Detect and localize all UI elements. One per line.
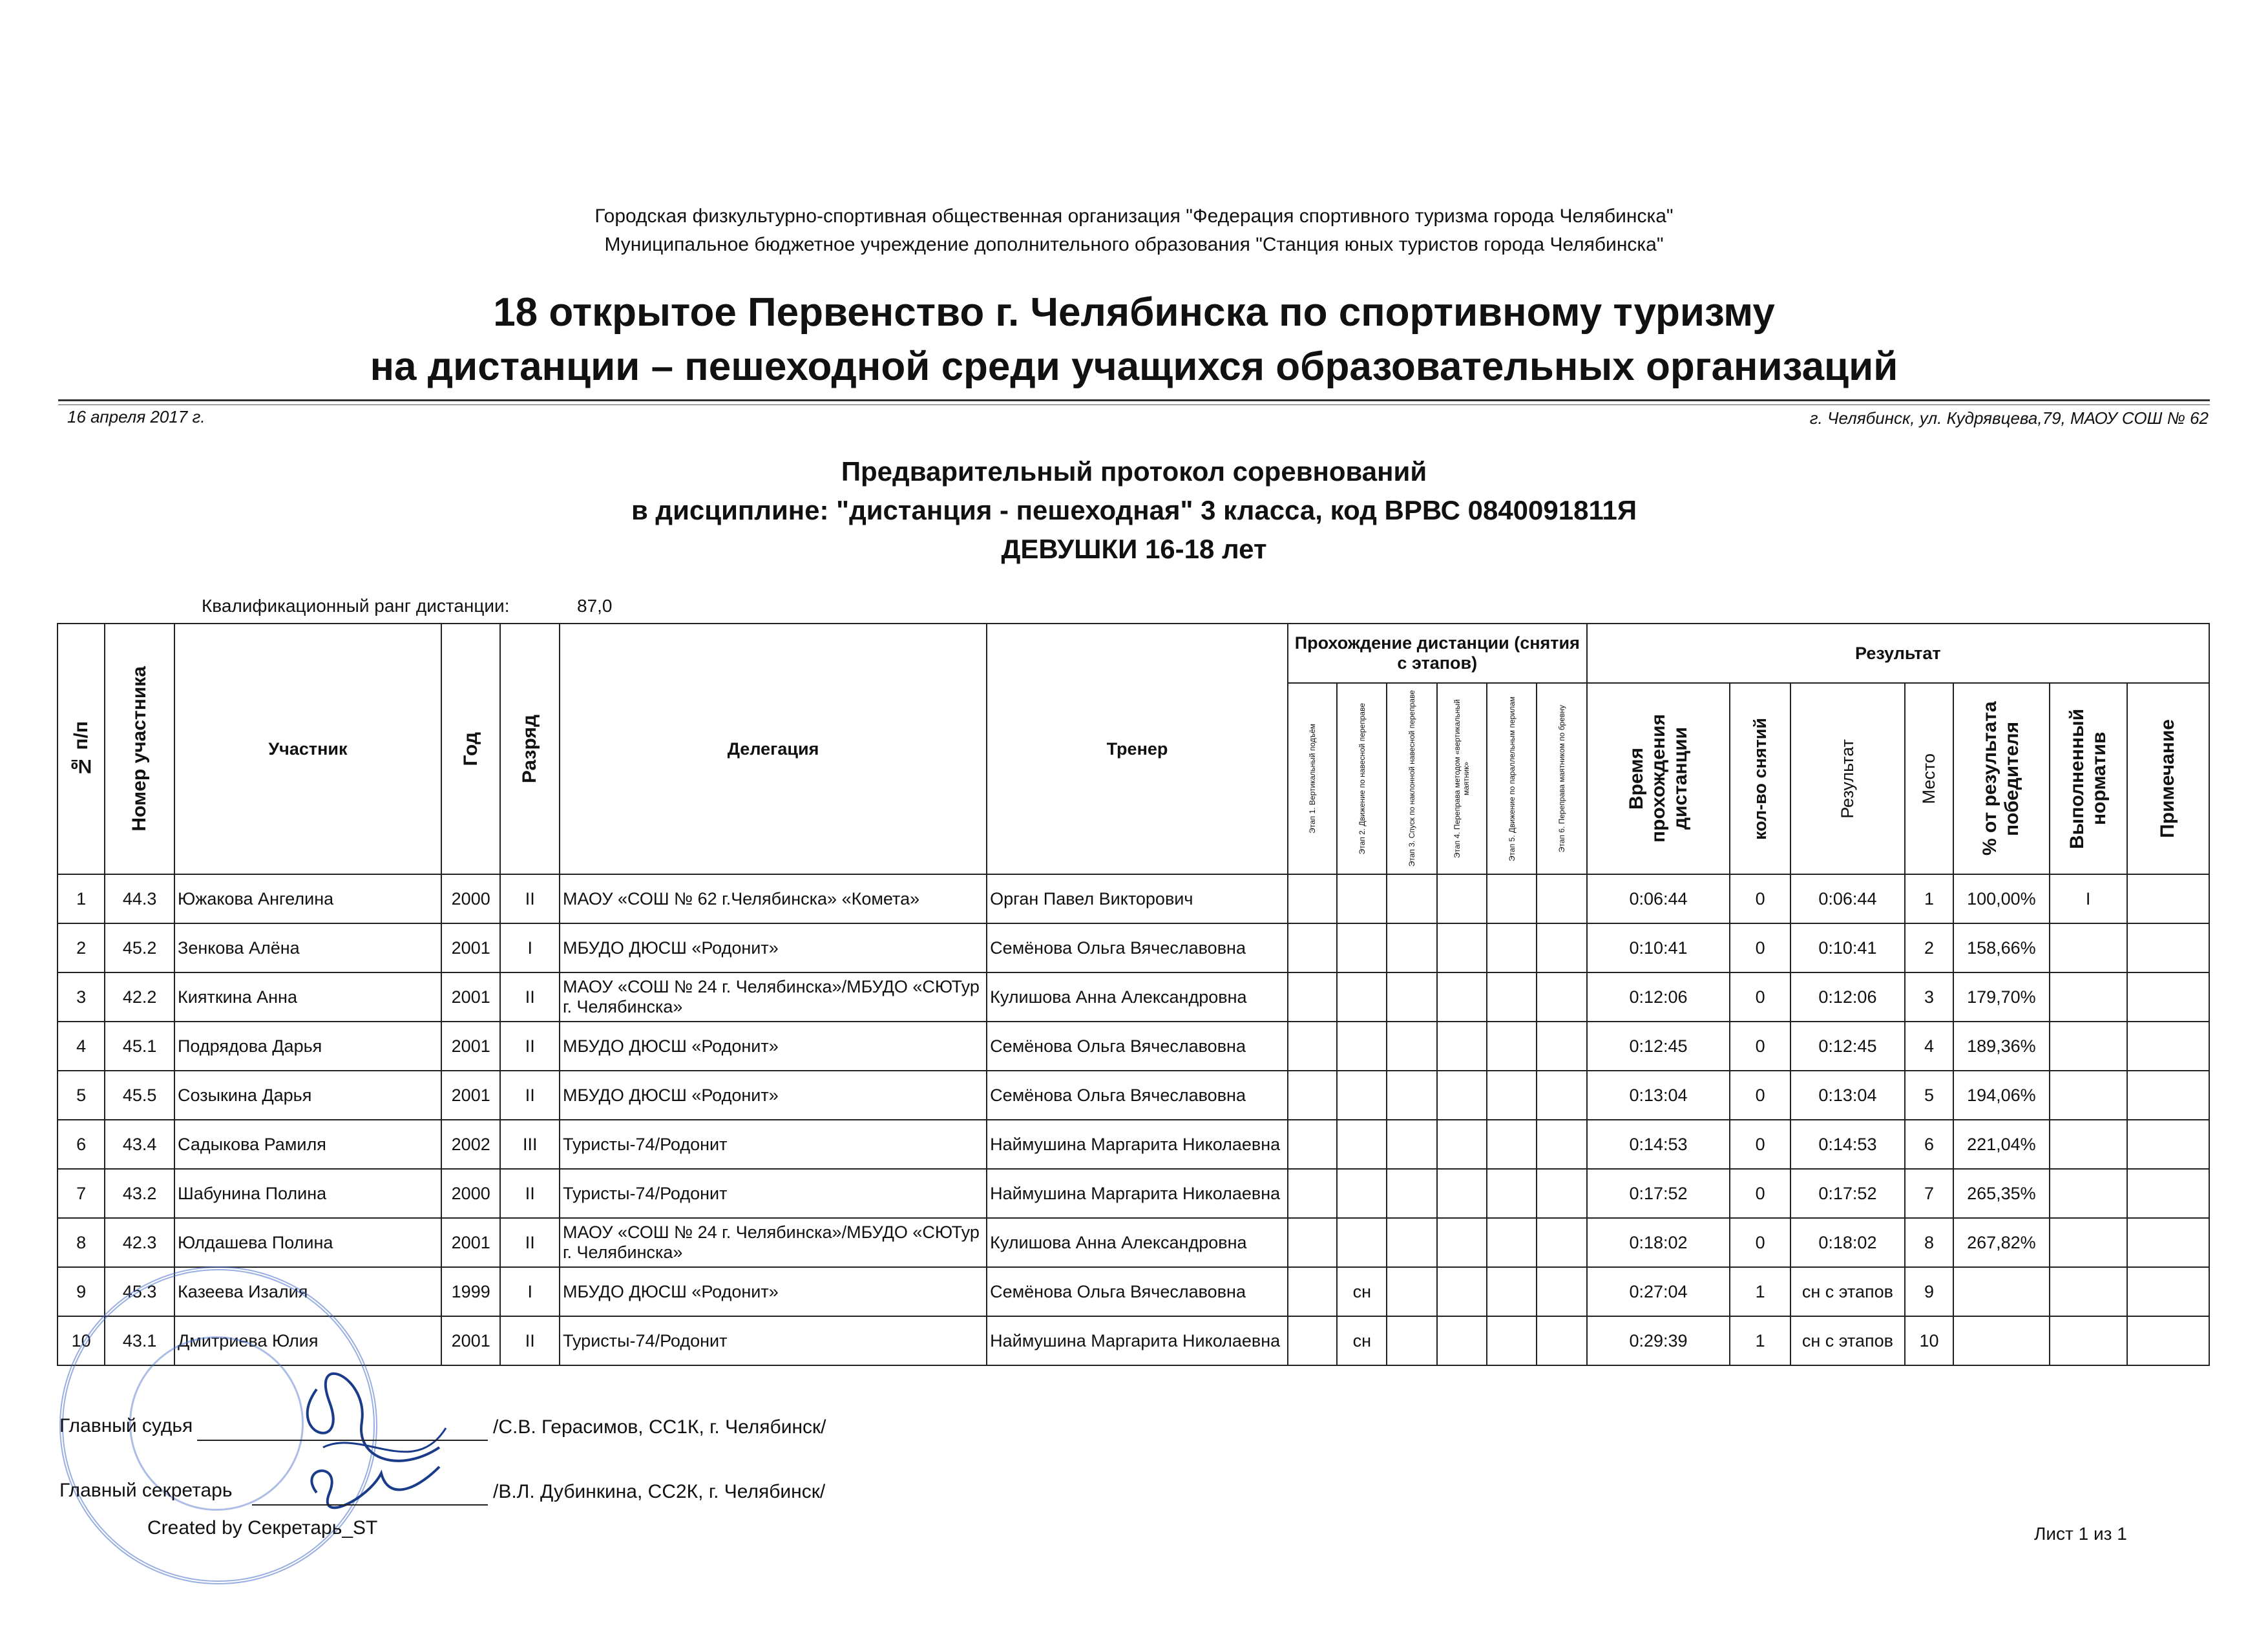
table-row <box>58 1267 2209 1316</box>
cell-stage-2 <box>1337 1022 1387 1071</box>
chief-secretary-label: Главный секретарь <box>59 1480 233 1501</box>
header-passage-group: Прохождение дистанции (снятия с этапов) <box>1288 624 1587 683</box>
cell-bib: 42.2 <box>105 972 174 1022</box>
cell-delegation: МАОУ «СОШ № 62 г.Челябинска» «Комета» <box>560 874 987 923</box>
document-title-line-2: на дистанции – пешеходной среди учащихся образовательных организаций <box>370 344 1898 389</box>
header-participant: Участник <box>174 624 441 874</box>
chief-secretary-signature-line <box>252 1482 488 1506</box>
cell-place: 6 <box>1905 1120 1953 1169</box>
header-coach: Тренер <box>987 624 1288 874</box>
cell-stage-3 <box>1387 1218 1436 1267</box>
header-note: Примечание <box>2127 683 2209 874</box>
cell-rank: II <box>500 1071 560 1120</box>
cell-note <box>2127 874 2209 923</box>
header-stage-4: Этап 4. Переправа методом «вертикальный маятник» <box>1437 683 1487 874</box>
cell-num: 10 <box>58 1316 105 1365</box>
title-divider-thin <box>58 404 2210 405</box>
cell-stage-4 <box>1437 1022 1487 1071</box>
cell-removals: 0 <box>1730 1218 1790 1267</box>
header-result-group: Результат <box>1587 624 2209 683</box>
cell-year: 2001 <box>441 1022 501 1071</box>
cell-delegation: МБУДО ДЮСШ «Родонит» <box>560 1022 987 1071</box>
cell-stage-3 <box>1387 1267 1436 1316</box>
cell-stage-5 <box>1487 1071 1537 1120</box>
cell-stage-5 <box>1487 1267 1537 1316</box>
cell-name: Шабунина Полина <box>174 1169 441 1218</box>
cell-stage-2 <box>1337 923 1387 972</box>
cell-name: Казеева Изалия <box>174 1267 441 1316</box>
cell-time: 0:06:44 <box>1587 874 1730 923</box>
chief-secretary-name: /В.Л. Дубинкина, СС2К, г. Челябинск/ <box>493 1481 826 1502</box>
cell-stage-2 <box>1337 1169 1387 1218</box>
header-stage-3: Этап 3. Спуск по наклонной навесной переправе <box>1387 683 1436 874</box>
cell-stage-3 <box>1387 1169 1436 1218</box>
cell-removals: 0 <box>1730 972 1790 1022</box>
cell-bib: 45.2 <box>105 923 174 972</box>
cell-percent <box>1953 1267 2049 1316</box>
cell-num: 5 <box>58 1071 105 1120</box>
cell-num: 2 <box>58 923 105 972</box>
cell-stage-1 <box>1288 1022 1337 1071</box>
protocol-title: Предварительный протокол соревнований <box>841 456 1427 487</box>
cell-name: Зенкова Алёна <box>174 923 441 972</box>
cell-delegation: МАОУ «СОШ № 24 г. Челябинска»/МБУДО «СЮТур г. Челябинска» <box>560 972 987 1022</box>
cell-percent: 158,66% <box>1953 923 2049 972</box>
cell-bib: 42.3 <box>105 1218 174 1267</box>
cell-removals: 0 <box>1730 1022 1790 1071</box>
cell-coach: Семёнова Ольга Вячеславовна <box>987 1071 1288 1120</box>
cell-stage-1 <box>1288 1169 1337 1218</box>
cell-coach: Семёнова Ольга Вячеславовна <box>987 923 1288 972</box>
cell-place: 1 <box>1905 874 1953 923</box>
header-time: Время прохождения дистанции <box>1587 683 1730 874</box>
cell-stage-1 <box>1288 1218 1337 1267</box>
cell-stage-4 <box>1437 1071 1487 1120</box>
cell-norm <box>2050 1022 2127 1071</box>
cell-stage-4 <box>1437 1316 1487 1365</box>
cell-delegation: МБУДО ДЮСШ «Родонит» <box>560 1071 987 1120</box>
cell-name: Садыкова Рамиля <box>174 1120 441 1169</box>
cell-stage-1 <box>1288 1316 1337 1365</box>
cell-place: 7 <box>1905 1169 1953 1218</box>
cell-name: Созыкина Дарья <box>174 1071 441 1120</box>
cell-num: 1 <box>58 874 105 923</box>
cell-stage-6 <box>1537 1071 1586 1120</box>
cell-stage-3 <box>1387 1071 1436 1120</box>
cell-result: 0:14:53 <box>1790 1120 1905 1169</box>
chief-judge-name: /С.В. Герасимов, СС1К, г. Челябинск/ <box>493 1416 826 1438</box>
cell-num: 6 <box>58 1120 105 1169</box>
cell-time: 0:10:41 <box>1587 923 1730 972</box>
cell-stage-4 <box>1437 972 1487 1022</box>
table-row <box>58 1218 2209 1267</box>
cell-note <box>2127 1316 2209 1365</box>
cell-delegation: Туристы-74/Родонит <box>560 1316 987 1365</box>
cell-stage-1 <box>1288 972 1337 1022</box>
organization-line-2: Муниципальное бюджетное учреждение дополнительного образования "Станция юных туристов города Челябинска" <box>604 234 1664 255</box>
cell-time: 0:29:39 <box>1587 1316 1730 1365</box>
event-date: 16 апреля 2017 г. <box>67 407 205 426</box>
cell-percent: 179,70% <box>1953 972 2049 1022</box>
cell-place: 2 <box>1905 923 1953 972</box>
cell-stage-3 <box>1387 972 1436 1022</box>
organization-line-1: Городская физкультурно-спортивная общественная организация "Федерация спортивного туризма города Челябинска" <box>594 205 1674 227</box>
cell-delegation: МАОУ «СОШ № 24 г. Челябинска»/МБУДО «СЮТур г. Челябинска» <box>560 1218 987 1267</box>
table-row <box>58 1169 2209 1218</box>
cell-stage-5 <box>1487 972 1537 1022</box>
cell-stage-2 <box>1337 1071 1387 1120</box>
cell-bib: 45.3 <box>105 1267 174 1316</box>
cell-stage-2 <box>1337 1218 1387 1267</box>
cell-year: 2000 <box>441 874 501 923</box>
cell-name: Подрядова Дарья <box>174 1022 441 1071</box>
table-row <box>58 1022 2209 1071</box>
cell-stage-4 <box>1437 1267 1487 1316</box>
cell-percent: 221,04% <box>1953 1120 2049 1169</box>
table-row <box>58 1120 2209 1169</box>
cell-percent: 267,82% <box>1953 1218 2049 1267</box>
header-place: Место <box>1905 683 1953 874</box>
cell-time: 0:14:53 <box>1587 1120 1730 1169</box>
cell-place: 9 <box>1905 1267 1953 1316</box>
cell-stage-6 <box>1537 972 1586 1022</box>
cell-rank: I <box>500 923 560 972</box>
distance-rank-value: 87,0 <box>577 596 613 616</box>
cell-stage-1 <box>1288 874 1337 923</box>
cell-time: 0:13:04 <box>1587 1071 1730 1120</box>
cell-stage-6 <box>1537 1316 1586 1365</box>
cell-stage-3 <box>1387 923 1436 972</box>
cell-percent: 100,00% <box>1953 874 2049 923</box>
cell-note <box>2127 1169 2209 1218</box>
cell-removals: 0 <box>1730 1169 1790 1218</box>
cell-rank: II <box>500 972 560 1022</box>
cell-time: 0:12:45 <box>1587 1022 1730 1071</box>
cell-stage-4 <box>1437 1169 1487 1218</box>
cell-time: 0:27:04 <box>1587 1267 1730 1316</box>
cell-name: Юлдашева Полина <box>174 1218 441 1267</box>
distance-rank-label: Квалификационный ранг дистанции: <box>202 596 510 616</box>
cell-year: 2001 <box>441 1316 501 1365</box>
cell-time: 0:17:52 <box>1587 1169 1730 1218</box>
cell-rank: II <box>500 1169 560 1218</box>
cell-stage-4 <box>1437 1120 1487 1169</box>
cell-bib: 43.1 <box>105 1316 174 1365</box>
cell-year: 2002 <box>441 1120 501 1169</box>
chief-judge-signature-line <box>197 1418 488 1441</box>
cell-note <box>2127 1071 2209 1120</box>
cell-bib: 43.4 <box>105 1120 174 1169</box>
cell-place: 8 <box>1905 1218 1953 1267</box>
cell-place: 10 <box>1905 1316 1953 1365</box>
cell-stage-6 <box>1537 1120 1586 1169</box>
cell-stage-3 <box>1387 1022 1436 1071</box>
event-place: г. Челябинск, ул. Кудрявцева,79, МАОУ СОШ № 62 <box>1809 408 2209 428</box>
cell-coach: Наймушина Маргарита Николаевна <box>987 1169 1288 1218</box>
cell-delegation: Туристы-74/Родонит <box>560 1169 987 1218</box>
cell-stage-6 <box>1537 1267 1586 1316</box>
cell-result: 0:06:44 <box>1790 874 1905 923</box>
cell-name: Южакова Ангелина <box>174 874 441 923</box>
cell-rank: III <box>500 1120 560 1169</box>
cell-stage-5 <box>1487 1022 1537 1071</box>
cell-rank: II <box>500 1022 560 1071</box>
cell-rank: II <box>500 1316 560 1365</box>
cell-note <box>2127 1218 2209 1267</box>
cell-year: 1999 <box>441 1267 501 1316</box>
cell-stage-2: сн <box>1337 1316 1387 1365</box>
cell-stage-1 <box>1288 1267 1337 1316</box>
cell-stage-4 <box>1437 1218 1487 1267</box>
cell-coach: Кулишова Анна Александровна <box>987 1218 1288 1267</box>
cell-stage-5 <box>1487 1169 1537 1218</box>
header-stage-6: Этап 6. Переправа маятником по бревну <box>1537 683 1586 874</box>
cell-removals: 1 <box>1730 1316 1790 1365</box>
cell-stage-4 <box>1437 923 1487 972</box>
cell-stage-5 <box>1487 1120 1537 1169</box>
table-row <box>58 972 2209 1022</box>
cell-stage-2 <box>1337 874 1387 923</box>
cell-num: 3 <box>58 972 105 1022</box>
cell-norm <box>2050 1169 2127 1218</box>
cell-coach: Кулишова Анна Александровна <box>987 972 1288 1022</box>
cell-norm: I <box>2050 874 2127 923</box>
cell-coach: Семёнова Ольга Вячеславовна <box>987 1267 1288 1316</box>
header-bib: Номер участника <box>105 624 174 874</box>
cell-note <box>2127 923 2209 972</box>
cell-name: Кияткина Анна <box>174 972 441 1022</box>
cell-percent: 194,06% <box>1953 1071 2049 1120</box>
cell-num: 7 <box>58 1169 105 1218</box>
cell-note <box>2127 1267 2209 1316</box>
cell-bib: 45.5 <box>105 1071 174 1120</box>
cell-norm <box>2050 1218 2127 1267</box>
cell-place: 5 <box>1905 1071 1953 1120</box>
title-divider <box>58 399 2210 401</box>
cell-delegation: Туристы-74/Родонит <box>560 1120 987 1169</box>
cell-norm <box>2050 972 2127 1022</box>
page-number: Лист 1 из 1 <box>2034 1524 2127 1544</box>
cell-result: 0:10:41 <box>1790 923 1905 972</box>
table-row <box>58 874 2209 923</box>
header-norm: Выполненный норматив <box>2050 683 2127 874</box>
cell-result: 0:13:04 <box>1790 1071 1905 1120</box>
cell-year: 2000 <box>441 1169 501 1218</box>
cell-result: 0:12:45 <box>1790 1022 1905 1071</box>
cell-stage-6 <box>1537 1022 1586 1071</box>
cell-note <box>2127 972 2209 1022</box>
cell-delegation: МБУДО ДЮСШ «Родонит» <box>560 1267 987 1316</box>
cell-stage-5 <box>1487 923 1537 972</box>
cell-rank: II <box>500 874 560 923</box>
cell-result: 0:12:06 <box>1790 972 1905 1022</box>
cell-removals: 0 <box>1730 1071 1790 1120</box>
cell-norm <box>2050 923 2127 972</box>
cell-stage-2 <box>1337 972 1387 1022</box>
cell-stage-2: сн <box>1337 1267 1387 1316</box>
document-title-line-1: 18 открытое Первенство г. Челябинска по спортивному туризму <box>493 290 1775 335</box>
header-delegation: Делегация <box>560 624 987 874</box>
cell-result: сн с этапов <box>1790 1267 1905 1316</box>
header-removals: кол-во снятий <box>1730 683 1790 874</box>
cell-stage-6 <box>1537 923 1586 972</box>
cell-removals: 0 <box>1730 923 1790 972</box>
header-stage-1: Этап 1. Вертикальный подъём <box>1288 683 1337 874</box>
table-row <box>58 1071 2209 1120</box>
cell-stage-6 <box>1537 1169 1586 1218</box>
cell-stage-3 <box>1387 1120 1436 1169</box>
cell-stage-6 <box>1537 874 1586 923</box>
cell-year: 2001 <box>441 972 501 1022</box>
table-row <box>58 923 2209 972</box>
cell-note <box>2127 1120 2209 1169</box>
header-stage-5: Этап 5. Движение по параллельным перилам <box>1487 683 1537 874</box>
cell-removals: 0 <box>1730 1120 1790 1169</box>
cell-coach: Наймушина Маргарита Николаевна <box>987 1316 1288 1365</box>
cell-coach: Орган Павел Викторович <box>987 874 1288 923</box>
cell-name: Дмитриева Юлия <box>174 1316 441 1365</box>
cell-stage-1 <box>1288 923 1337 972</box>
cell-bib: 43.2 <box>105 1169 174 1218</box>
cell-norm <box>2050 1120 2127 1169</box>
cell-percent: 265,35% <box>1953 1169 2049 1218</box>
cell-percent <box>1953 1316 2049 1365</box>
protocol-group: ДЕВУШКИ 16-18 лет <box>1001 534 1267 564</box>
cell-num: 4 <box>58 1022 105 1071</box>
cell-bib: 44.3 <box>105 874 174 923</box>
cell-norm <box>2050 1316 2127 1365</box>
cell-place: 3 <box>1905 972 1953 1022</box>
cell-time: 0:12:06 <box>1587 972 1730 1022</box>
chief-judge-label: Главный судья <box>59 1415 193 1436</box>
cell-stage-2 <box>1337 1120 1387 1169</box>
header-year: Год <box>441 624 501 874</box>
cell-bib: 45.1 <box>105 1022 174 1071</box>
cell-stage-3 <box>1387 1316 1436 1365</box>
cell-stage-1 <box>1288 1071 1337 1120</box>
header-num: № п/п <box>58 624 105 874</box>
results-table <box>57 623 2210 1366</box>
cell-stage-4 <box>1437 874 1487 923</box>
cell-year: 2001 <box>441 1071 501 1120</box>
cell-rank: II <box>500 1218 560 1267</box>
cell-num: 9 <box>58 1267 105 1316</box>
cell-year: 2001 <box>441 923 501 972</box>
cell-stage-5 <box>1487 1218 1537 1267</box>
cell-note <box>2127 1022 2209 1071</box>
cell-stage-1 <box>1288 1120 1337 1169</box>
cell-removals: 0 <box>1730 874 1790 923</box>
cell-percent: 189,36% <box>1953 1022 2049 1071</box>
cell-time: 0:18:02 <box>1587 1218 1730 1267</box>
cell-place: 4 <box>1905 1022 1953 1071</box>
header-stage-2: Этап 2. Движение по навесной переправе <box>1337 683 1387 874</box>
created-by: Created by Секретарь_ST <box>147 1517 378 1539</box>
cell-removals: 1 <box>1730 1267 1790 1316</box>
cell-delegation: МБУДО ДЮСШ «Родонит» <box>560 923 987 972</box>
cell-rank: I <box>500 1267 560 1316</box>
header-result: Результат <box>1790 683 1905 874</box>
cell-result: сн с этапов <box>1790 1316 1905 1365</box>
protocol-discipline: в дисциплине: "дистанция - пешеходная" 3 класса, код ВРВС 0840091811Я <box>631 495 1637 525</box>
cell-norm <box>2050 1071 2127 1120</box>
cell-stage-5 <box>1487 874 1537 923</box>
cell-stage-5 <box>1487 1316 1537 1365</box>
cell-stage-6 <box>1537 1218 1586 1267</box>
header-rank: Разряд <box>500 624 560 874</box>
cell-norm <box>2050 1267 2127 1316</box>
cell-result: 0:18:02 <box>1790 1218 1905 1267</box>
cell-coach: Наймушина Маргарита Николаевна <box>987 1120 1288 1169</box>
header-percent: % от результата победителя <box>1953 683 2049 874</box>
cell-result: 0:17:52 <box>1790 1169 1905 1218</box>
cell-year: 2001 <box>441 1218 501 1267</box>
cell-stage-3 <box>1387 874 1436 923</box>
cell-num: 8 <box>58 1218 105 1267</box>
cell-coach: Семёнова Ольга Вячеславовна <box>987 1022 1288 1071</box>
